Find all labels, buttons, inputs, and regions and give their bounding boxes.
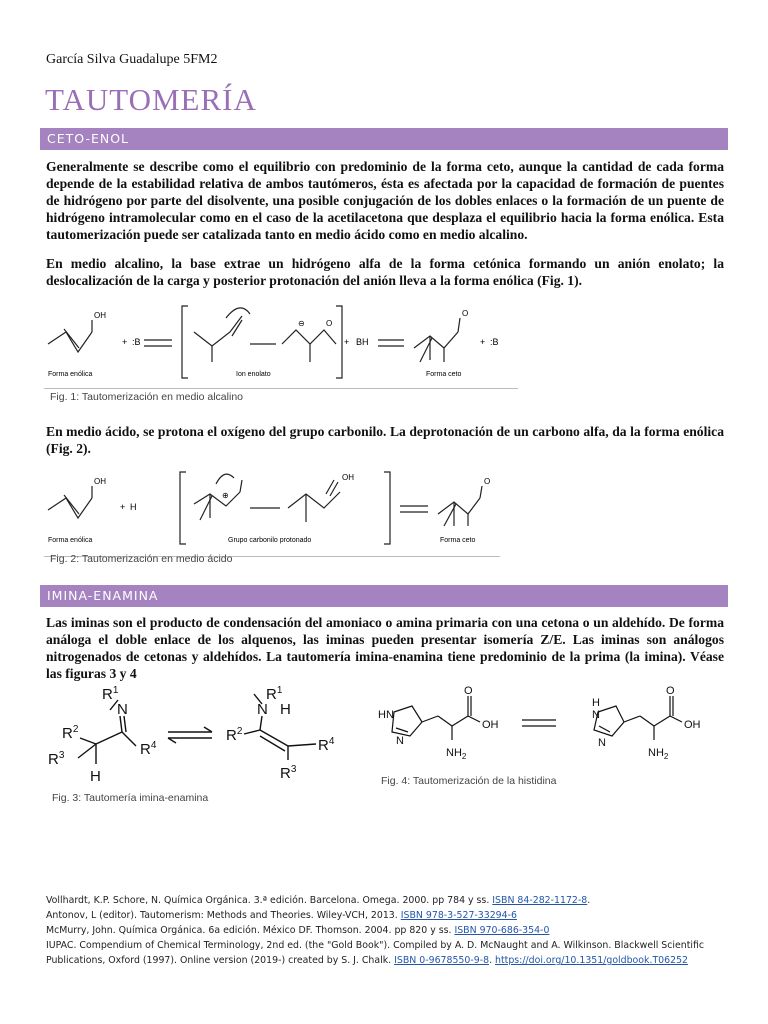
reference-2-text: Antonov, L (editor). Tautomerism: Methods and Theories. Wiley-VCH, 2013. (46, 910, 398, 921)
fig1-plus-2: + (344, 337, 350, 347)
fig4-o-1: O (464, 685, 473, 697)
fig3-enamine-r1: $R^1$ (266, 686, 283, 703)
fig3-enamine-n: N (257, 701, 268, 718)
paragraph-acid: En medio ácido, se protona el oxígeno del grupo carbonilo. La deprotonación de un carbono alfa, da la forma enólica (Fig. 2). (46, 424, 724, 456)
fig3-r1: $R^1$ (102, 686, 119, 703)
fig3-r2: $R^2$ (62, 724, 79, 742)
fig1-label-enolate: Ion enolato (236, 371, 271, 378)
figure-4 (372, 682, 736, 772)
fig1-bh-label: BH (356, 337, 369, 347)
fig3-enamine-r3: $R^3$ (280, 764, 297, 782)
fig1-base-label-2: :B (490, 337, 499, 347)
fig2-label-keto: Forma ceto (440, 537, 476, 544)
fig1-oh-label: OH (94, 311, 106, 320)
fig2-label-enol: Forma enólica (48, 537, 93, 544)
fig3-enamine-r4: $R^4$ (318, 736, 335, 754)
fig3-n: N (117, 701, 128, 718)
reference-3-text: McMurry, John. Química Orgánica. 6a edición. México DF. Thomson. 2004. pp 820 y ss. (46, 925, 452, 936)
figure-3-drawing (44, 686, 364, 790)
fig1-oxygen-label: O (326, 319, 333, 328)
fig4-nh2-2: $NH_2$ (648, 747, 669, 761)
page-title: TAUTOMERÍA (45, 82, 257, 117)
reference-4: IUPAC. Compendium of Chemical Terminology, 2nd ed. (the "Gold Book"). Compiled by A. D. McNaught and A. Wilkinson. Blackwell Scientific Publications, Oxford (1997). Online version (2019-) created by S. J. Chalk. ISBN 0-9678550-9-8. https://doi.org/10.1351/goldbook.T06252 (46, 940, 705, 966)
reference-1: Vollhardt, K.P. Schore, N. Química Orgánica. 3.ª edición. Barcelona. Omega. 2000. pp 784 y ss. ISBN 84-282-1172-8. (46, 895, 591, 906)
figure-2 (44, 464, 500, 557)
fig2-h-plus: H (130, 502, 137, 512)
fig1-negative-charge: ⊖ (298, 319, 305, 328)
section-heading-imina-enamina: IMINA-ENAMINA (40, 585, 728, 607)
fig3-enamine-h: H (280, 701, 291, 718)
figure-1-drawing (44, 296, 518, 388)
fig4-oh-2: OH (684, 719, 701, 731)
section-heading-ceto-enol: CETO-ENOL (40, 128, 728, 150)
fig1-plus-1: + (122, 337, 128, 347)
fig3-r3: $R^3$ (48, 750, 65, 768)
fig3-r4: $R^4$ (140, 740, 157, 758)
fig1-keto-oxygen: O (462, 309, 469, 318)
paragraph-intro: Generalmente se describe como el equilibrio con predominio de la forma ceto, aunque la cantidad de cada forma depende de la estabilidad relativa de ambos tautómeros, ésta es afectada por la capacidad de formación de puentes de hidrógeno por parte del disolvente, una posible conjugación de los dobles enlaces o la formación de un puente de hidrógeno intramolecular como en el caso de la acetilacetona que desplaza el equilibrio hacia la forma enólica. Esta tautomerización puede ser catalizada tanto en medio ácido como en medio alcalino. (46, 159, 724, 242)
fig2-oh-label: OH (94, 477, 106, 486)
reference-2-link[interactable]: ISBN 978-3-527-33294-6 (400, 910, 517, 921)
fig1-label-keto: Forma ceto (426, 371, 462, 378)
fig4-n-2: N (396, 735, 404, 747)
fig4-h-2: H (592, 697, 600, 709)
paragraph-iminas: Las iminas son el producto de condensación del amoniaco o amina primaria con una cetona o un aldehído. De forma análoga el doble enlace de los alquenos, las iminas pueden presentar isomería Z/E. Las iminas son análogos nitrogenados de cetonas y aldehídos. La tautomería imina-enamina tiene predominio de la prima (la imina). Véase las figuras 3 y 4 (46, 615, 724, 681)
figure-1 (44, 296, 518, 389)
reference-4-doi-link[interactable]: https://doi.org/10.1351/goldbook.T06252 (495, 955, 688, 966)
figure-3-caption: Fig. 3: Tautomería imina-enamina (52, 792, 209, 804)
reference-4-text: IUPAC. Compendium of Chemical Terminology, 2nd ed. (the "Gold Book"). Compiled by A. D. McNaught and A. Wilkinson. Blackwell Scientific Publications, Oxford (1997). Online version (2019-) created by S. J. Chalk. (46, 940, 705, 966)
figure-3 (44, 686, 364, 790)
fig3-h: H (90, 768, 101, 785)
fig2-label-protonated: Grupo carbonilo protonado (228, 537, 312, 544)
reference-3 (46, 923, 736, 938)
figure-2-caption: Fig. 2: Tautomerización en medio ácido (50, 553, 233, 565)
fig4-n-3: N (592, 709, 600, 721)
fig4-n-1: N (386, 709, 394, 721)
fig4-n-4: N (598, 737, 606, 749)
fig4-nh2-1: $NH_2$ (446, 747, 467, 761)
author-name: García Silva Guadalupe 5FM2 (46, 52, 218, 67)
fig2-plus-1: + (120, 502, 126, 512)
fig4-oh-1: OH (482, 719, 499, 731)
fig1-base-label: :B (132, 337, 141, 347)
figure-4-drawing (372, 682, 736, 772)
fig3-enamine-r2: $R^2$ (226, 726, 243, 744)
reference-3-link[interactable]: ISBN 970-686-354-0 (454, 925, 550, 936)
reference-4-isbn-link[interactable]: ISBN 0-9678550-9-8 (394, 955, 490, 966)
fig4-h-1: H (378, 709, 386, 721)
reference-2 (46, 908, 736, 923)
fig4-o-2: O (666, 685, 675, 697)
fig1-plus-3: + (480, 337, 486, 347)
fig1-label-enol: Forma enólica (48, 371, 93, 378)
reference-1-link[interactable]: ISBN 84-282-1172-8 (492, 895, 588, 906)
paragraph-alkaline: En medio alcalino, la base extrae un hidrógeno alfa de la forma cetónica formando un anión enolato; la deslocalización de la carga y posterior protonación del anión lleva a la forma enólica (Fig. 1). (46, 256, 724, 288)
figure-2-drawing (44, 464, 500, 556)
fig2-oh-protonated: OH (342, 473, 354, 482)
figure-4-caption: Fig. 4: Tautomerización de la histidina (381, 775, 557, 787)
figure-1-caption: Fig. 1: Tautomerización en medio alcalino (50, 391, 243, 403)
fig2-keto-oxygen: O (484, 477, 491, 486)
fig2-positive-charge: ⊕ (222, 491, 229, 500)
references (46, 893, 736, 968)
reference-1-text: Vollhardt, K.P. Schore, N. Química Orgánica. 3.ª edición. Barcelona. Omega. 2000. pp 784 y ss. (46, 895, 490, 906)
